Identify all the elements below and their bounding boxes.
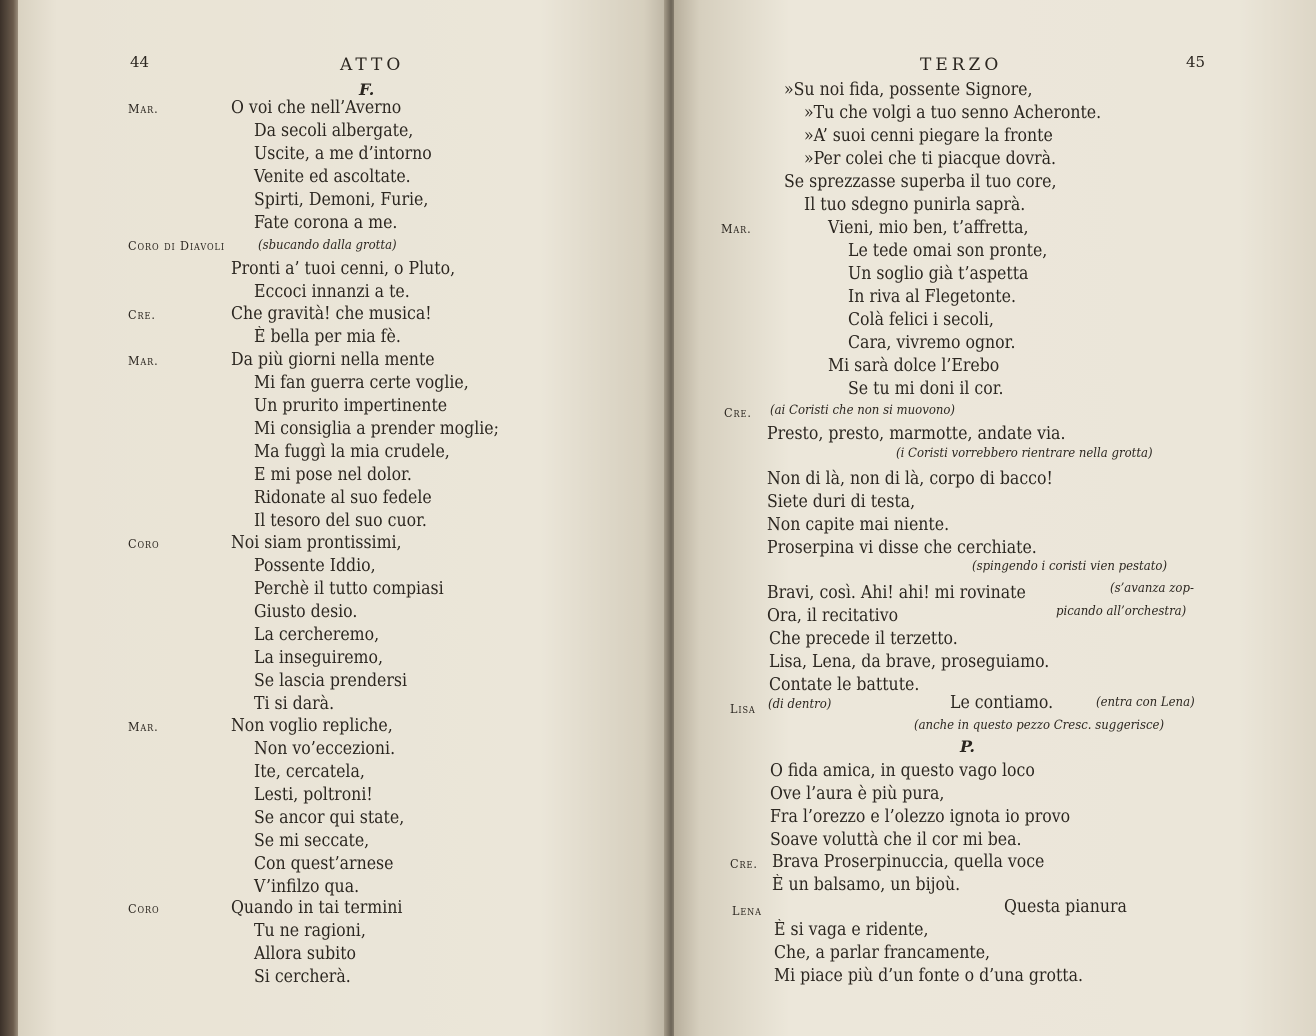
verse-line: Che, a parlar francamente, xyxy=(774,943,991,963)
verse-line: Il tuo sdegno punirla saprà. xyxy=(804,195,1026,215)
verse-line: Fra l’orezzo e l’olezzo ignota io provo xyxy=(770,807,1071,827)
verse-line: Da secoli albergate, xyxy=(254,121,414,141)
verse-line: In riva al Flegetonte. xyxy=(848,287,1016,307)
left-page-number: 44 xyxy=(130,53,150,71)
verse-line: Non vo’eccezioni. xyxy=(254,739,396,759)
verse-line: Ma fuggì la mia crudele, xyxy=(254,442,450,462)
verse-line: Non voglio repliche, xyxy=(231,716,393,736)
right-page xyxy=(674,0,1316,1036)
stage-direction: (entra con Lena) xyxy=(1096,695,1195,710)
speaker-label: Mar. xyxy=(128,101,159,116)
verse-line: Si cercherà. xyxy=(254,967,351,987)
verse-line: Con quest’arnese xyxy=(254,854,394,874)
verse-line: Mi consiglia a prender moglie; xyxy=(254,419,499,439)
speaker-label: Lena xyxy=(732,903,762,918)
speaker-label: Cre. xyxy=(724,405,752,420)
speaker-label: Mar. xyxy=(128,719,159,734)
verse-line: Mi sarà dolce l’Erebo xyxy=(828,356,1000,376)
left-running-header: ATTO xyxy=(340,55,405,75)
right-running-header: TERZO xyxy=(920,55,1003,75)
verse-line: Cara, vivremo ognor. xyxy=(848,333,1016,353)
verse-line: Se mi seccate, xyxy=(254,831,370,851)
verse-line: Ite, cercatela, xyxy=(254,762,365,782)
speaker-label: Cre. xyxy=(730,856,758,871)
verse-line: V’infilzo qua. xyxy=(254,877,360,897)
verse-line: Mi piace più d’un fonte o d’una grotta. xyxy=(774,966,1084,986)
verse-line: Non capite mai niente. xyxy=(767,515,950,535)
verse-line: Tu ne ragioni, xyxy=(254,921,366,941)
stage-direction: (anche in questo pezzo Cresc. suggerisce) xyxy=(914,718,1165,733)
verse-line: Da più giorni nella mente xyxy=(231,350,435,370)
verse-line: Eccoci innanzi a te. xyxy=(254,282,410,302)
verse-line: È bella per mia fè. xyxy=(254,327,401,347)
verse-line: Che gravità! che musica! xyxy=(231,304,432,324)
verse-line: È un balsamo, un bijoù. xyxy=(772,875,961,895)
left-page xyxy=(18,0,670,1036)
verse-line: Siete duri di testa, xyxy=(767,492,916,512)
left-section-mark: F. xyxy=(359,80,375,99)
verse-line: Un prurito impertinente xyxy=(254,396,448,416)
verse-line: Le contiamo. xyxy=(950,693,1054,713)
verse-line: Se tu mi doni il cor. xyxy=(848,379,1004,399)
verse-line: Presto, presto, marmotte, andate via. xyxy=(767,424,1066,444)
speaker-label: Coro di Diavoli xyxy=(128,238,225,253)
verse-line: Contate le battute. xyxy=(769,675,920,695)
stage-direction: (di dentro) xyxy=(768,697,832,712)
verse-line: Non di là, non di là, corpo di bacco! xyxy=(767,469,1053,489)
verse-line: Lisa, Lena, da brave, proseguiamo. xyxy=(769,652,1050,672)
verse-line: Ridonate al suo fedele xyxy=(254,488,432,508)
verse-line: Uscite, a me d’intorno xyxy=(254,144,432,164)
verse-line: Ti si darà. xyxy=(254,694,335,714)
verse-line: Pronti a’ tuoi cenni, o Pluto, xyxy=(231,259,456,279)
verse-line: »Su noi fida, possente Signore, xyxy=(784,80,1033,100)
verse-line: Le tede omai son pronte, xyxy=(848,241,1048,261)
verse-line: Il tesoro del suo cuor. xyxy=(254,511,427,531)
verse-line: Bravi, così. Ahi! ahi! mi rovinate xyxy=(767,583,1026,603)
right-page-number: 45 xyxy=(1186,53,1206,71)
stage-direction: (i Coristi vorrebbero rientrare nella grotta) xyxy=(896,446,1153,461)
verse-line: Se lascia prendersi xyxy=(254,671,408,691)
stage-direction: (sbucando dalla grotta) xyxy=(258,238,397,253)
verse-line: È si vaga e ridente, xyxy=(774,920,929,940)
verse-line: Se sprezzasse superba il tuo core, xyxy=(784,172,1057,192)
verse-line: Proserpina vi disse che cerchiate. xyxy=(767,538,1037,558)
speaker-label: Lisa xyxy=(730,701,756,716)
stage-direction: (spingendo i coristi vien pestato) xyxy=(972,559,1168,574)
verse-line: »Tu che volgi a tuo senno Acheronte. xyxy=(804,103,1102,123)
stage-direction: (ai Coristi che non si muovono) xyxy=(770,403,956,418)
verse-line: Colà felici i secoli, xyxy=(848,310,994,330)
stage-direction: picando all’orchestra) xyxy=(1056,604,1187,619)
verse-line: O fida amica, in questo vago loco xyxy=(770,761,1035,781)
verse-line: Questa pianura xyxy=(1004,897,1127,917)
speaker-label: Coro xyxy=(128,536,160,551)
verse-line: La inseguiremo, xyxy=(254,648,383,668)
stage-direction: (s’avanza zop- xyxy=(1110,581,1194,596)
speaker-label: Mar. xyxy=(721,221,752,236)
verse-line: Mi fan guerra certe voglie, xyxy=(254,373,469,393)
verse-line: La cercheremo, xyxy=(254,625,380,645)
verse-line: Possente Iddio, xyxy=(254,556,376,576)
verse-line: »A’ suoi cenni piegare la fronte xyxy=(804,126,1053,146)
verse-line: Noi siam prontissimi, xyxy=(231,533,402,553)
verse-line: Un soglio già t’aspetta xyxy=(848,264,1029,284)
verse-line: »Per colei che ti piacque dovrà. xyxy=(804,149,1057,169)
verse-line: Quando in tai termini xyxy=(231,898,403,918)
verse-line: Brava Proserpinuccia, quella voce xyxy=(772,852,1045,872)
speaker-label: Mar. xyxy=(128,353,159,368)
verse-line: O voi che nell’Averno xyxy=(231,98,402,118)
verse-line: Vieni, mio ben, t’affretta, xyxy=(828,218,1029,238)
verse-line: Venite ed ascoltate. xyxy=(254,167,411,187)
verse-line: Giusto desio. xyxy=(254,602,358,622)
verse-line: Ora, il recitativo xyxy=(767,606,899,626)
right-section-mark: P. xyxy=(960,737,975,756)
verse-line: Fate corona a me. xyxy=(254,213,398,233)
verse-line: Lesti, poltroni! xyxy=(254,785,373,805)
verse-line: Ove l’aura è più pura, xyxy=(770,784,945,804)
verse-line: E mi pose nel dolor. xyxy=(254,465,412,485)
verse-line: Che precede il terzetto. xyxy=(769,629,958,649)
speaker-label: Coro xyxy=(128,901,160,916)
verse-line: Perchè il tutto compiasi xyxy=(254,579,444,599)
speaker-label: Cre. xyxy=(128,307,156,322)
verse-line: Soave voluttà che il cor mi bea. xyxy=(770,830,1022,850)
verse-line: Spirti, Demoni, Furie, xyxy=(254,190,429,210)
verse-line: Allora subito xyxy=(254,944,357,964)
verse-line: Se ancor qui state, xyxy=(254,808,405,828)
